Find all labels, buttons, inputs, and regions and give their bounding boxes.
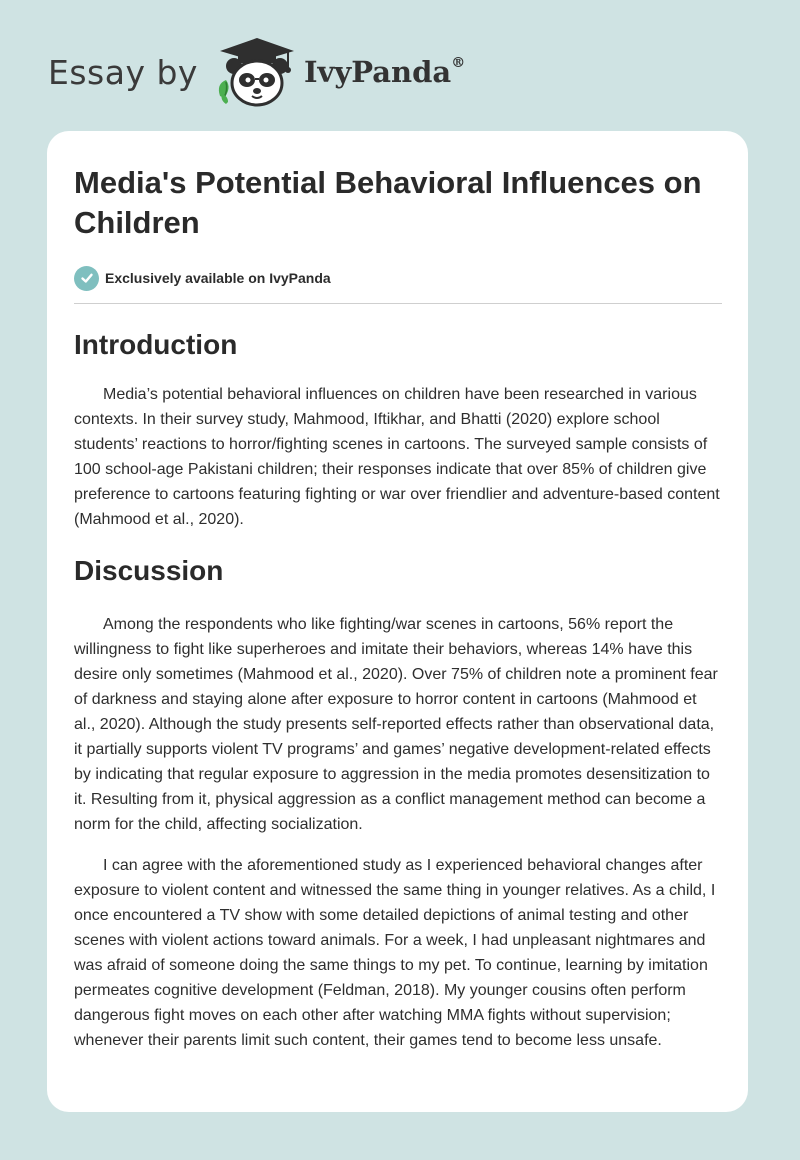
paragraph: Media’s potential behavioral influences on children have been researched in various contexts. In their survey study, Mahmood, Iftikhar, and Bhatti (2020) explore school students’ reactions to horror/fighting scenes in cartoons. The surveyed sample consists of 100 school-age Pakistani children; their responses indicate that over 85% of children give preference to cartoons featuring fighting or war over friendlier and adventure-based content (Mahmood et al., 2020). bbox=[74, 386, 720, 528]
section-heading-introduction: Introduction bbox=[74, 329, 238, 360]
registered-mark: ® bbox=[451, 55, 466, 72]
paragraph: Among the respondents who like fighting/war scenes in cartoons, 56% report the willingness to fight like superheroes and imitate their behaviors, whereas 14% have this desire only sometimes (Mahmood et al., 2020). Over 75% of children note a prominent fear of darkness and staying alone after exposure to horror content in cartoons (Mahmood et al., 2020). Although the study presents self-reported effects rather than observational data, it partially supports violent TV programs’ and games’ negative development-related effects by indicating that regular exposure to aggression in the media promotes desensitization to it. Resulting from it, physical aggression as a conflict management method can become a norm for the child, affecting socialization. bbox=[74, 616, 718, 833]
page-title: Media's Potential Behavioral Influences on Children bbox=[74, 165, 702, 240]
exclusive-label: Exclusively available on IvyPanda bbox=[105, 270, 331, 286]
essay-by-label: Essay by bbox=[48, 52, 198, 92]
panda-logo-icon[interactable] bbox=[214, 36, 300, 108]
exclusive-badge bbox=[74, 265, 722, 291]
divider bbox=[74, 303, 722, 304]
paragraph: I can agree with the aforementioned study as I experienced behavioral changes after exposure to violent content and witnessed the same thing in younger relatives. As a child, I once encountered a TV show with some detailed depictions of animal testing and other scenes with violent actions toward animals. For a week, I had unpleasant nightmares and was afraid of someone doing the same things to my pet. To continue, learning by imitation permeates cognitive development (Feldman, 2018). My younger cousins often perform dangerous fight moves on each other after watching MMA fights without supervision; whenever their parents limit such content, their games tend to become less unsafe. bbox=[74, 857, 716, 1049]
section-heading-discussion: Discussion bbox=[74, 555, 224, 586]
essay-card bbox=[47, 131, 748, 1112]
check-icon bbox=[74, 266, 99, 291]
site-header bbox=[48, 36, 465, 108]
brand-name[interactable]: IvyPanda® bbox=[303, 55, 466, 89]
